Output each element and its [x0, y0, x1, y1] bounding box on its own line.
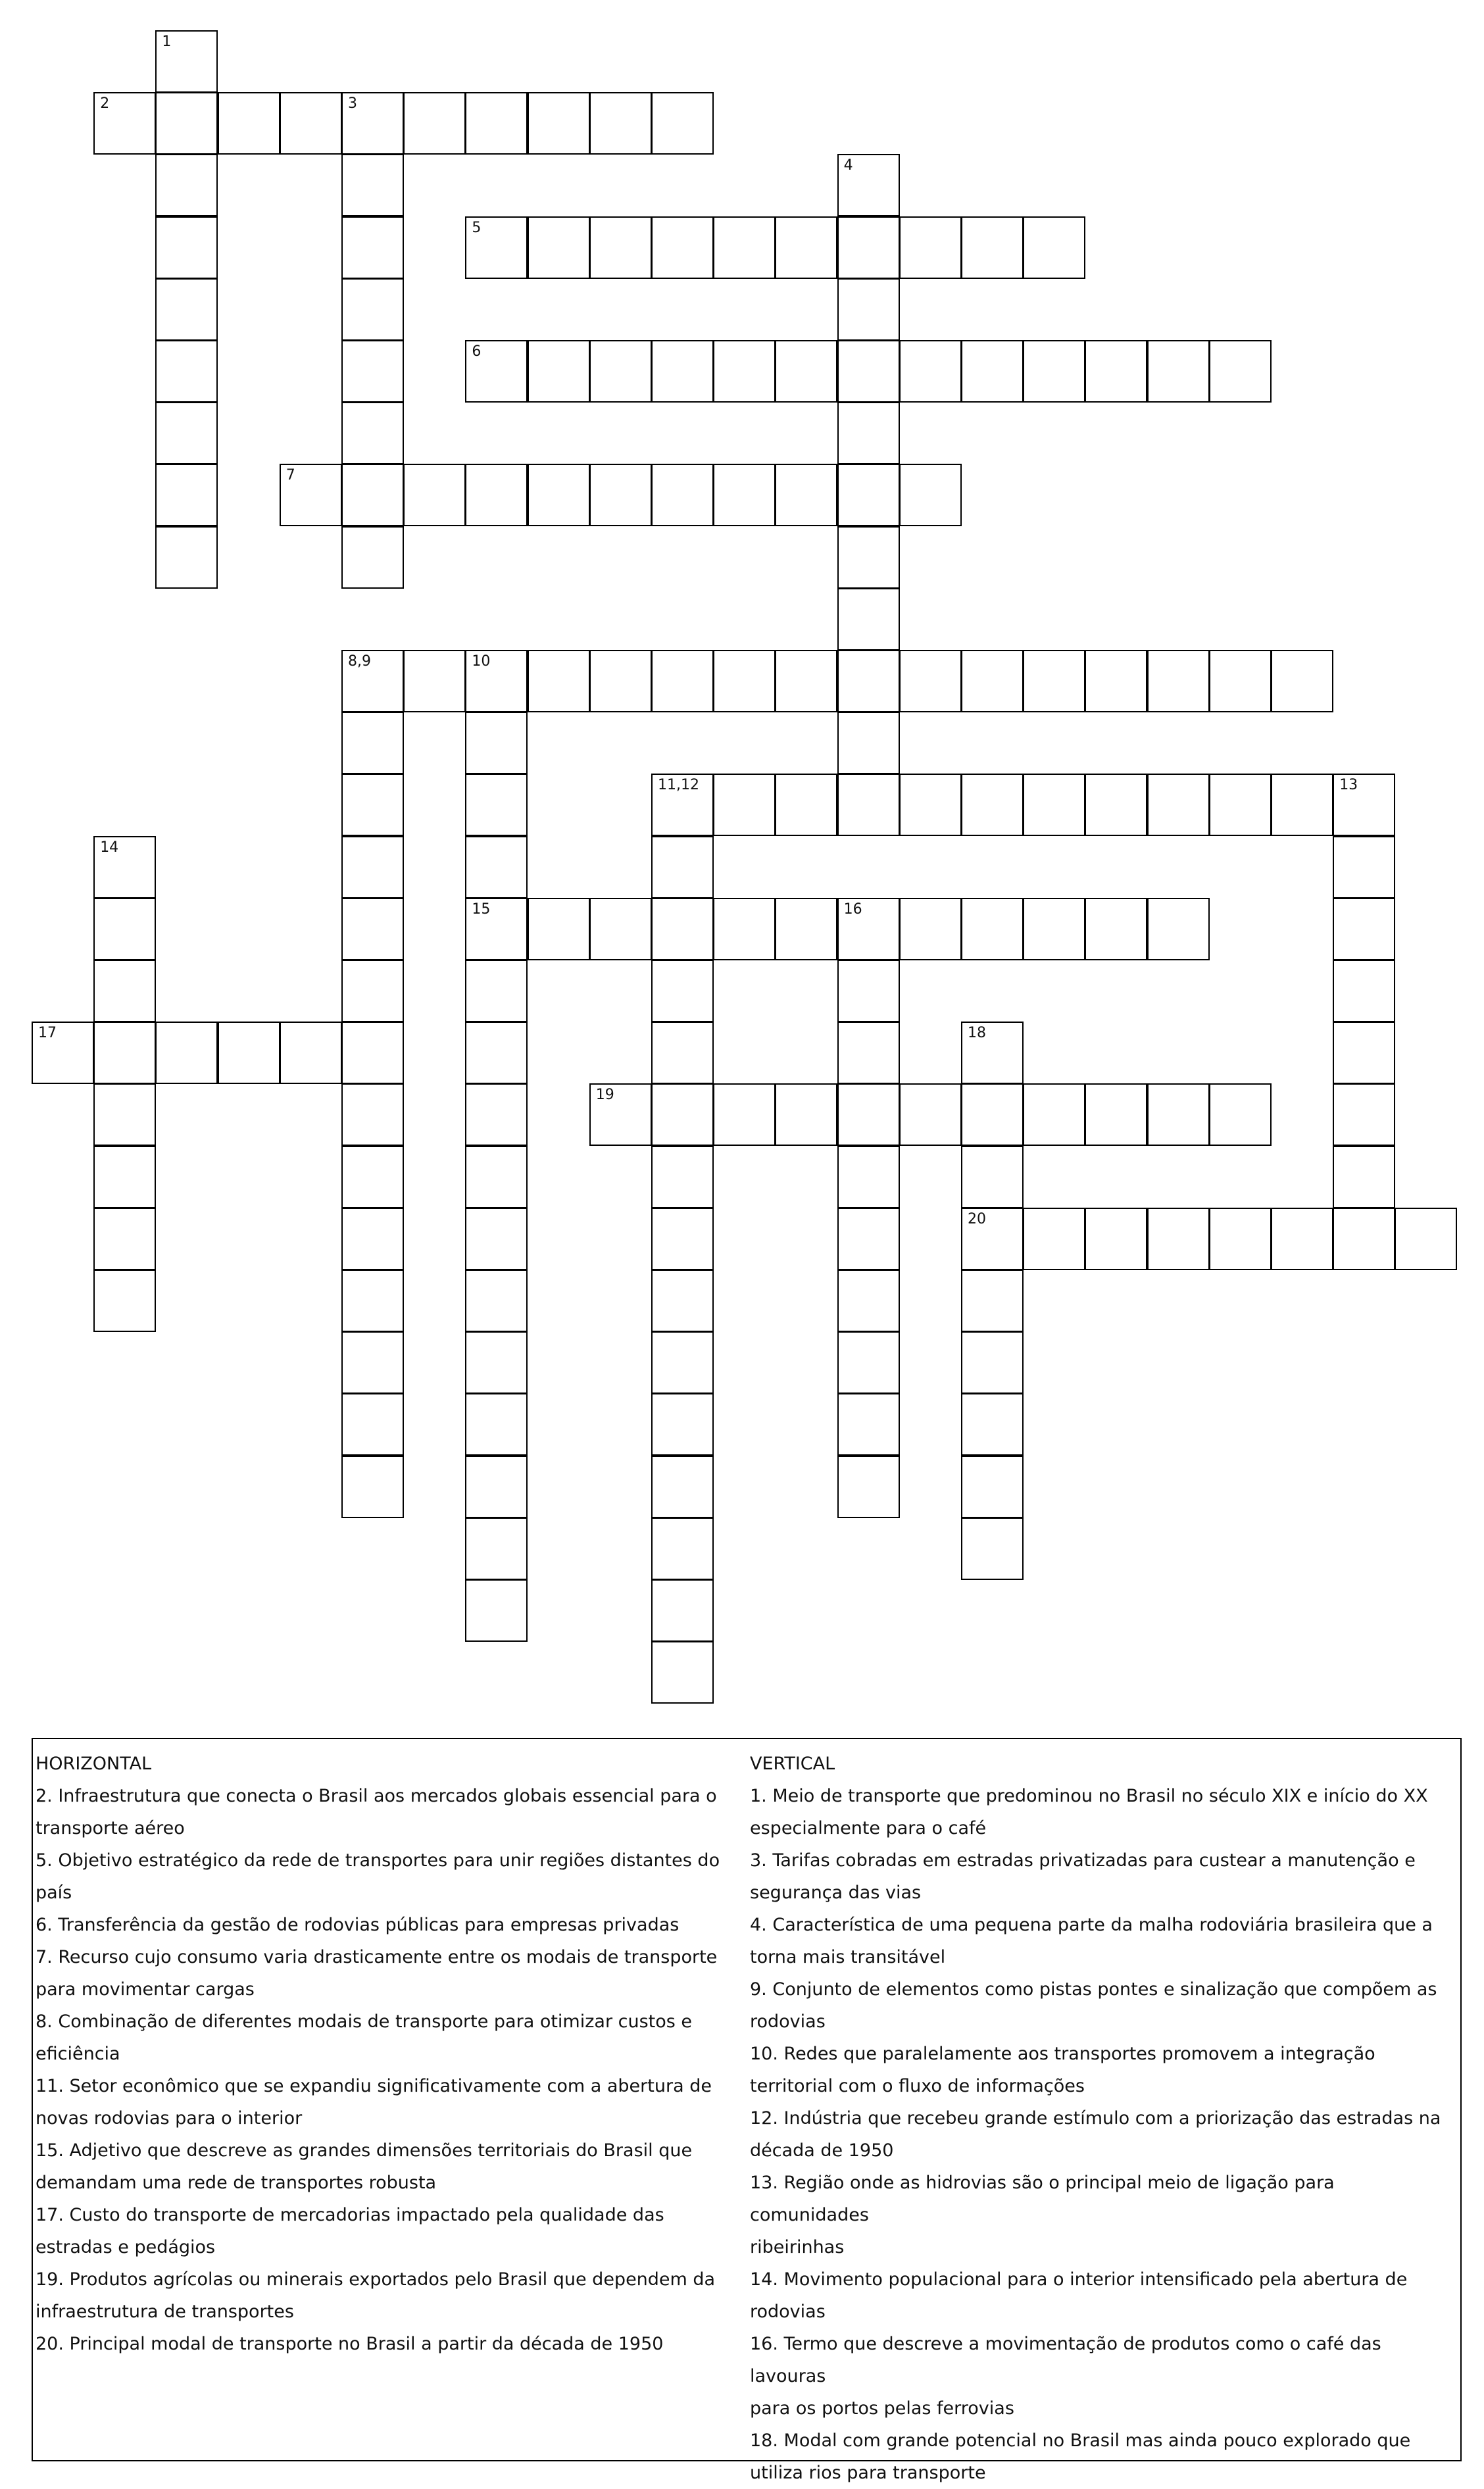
grid-cell[interactable]: [465, 712, 528, 774]
grid-cell[interactable]: [93, 92, 156, 155]
grid-cell[interactable]: [465, 774, 528, 836]
grid-cell[interactable]: [465, 1517, 528, 1580]
grid-cell[interactable]: [341, 960, 404, 1022]
grid-cell[interactable]: [1085, 650, 1147, 712]
grid-cell[interactable]: [713, 464, 776, 526]
vertical-clue-line: utiliza rios para transporte: [750, 2463, 986, 2483]
grid-cell[interactable]: [837, 216, 900, 279]
grid-cell[interactable]: [1023, 1208, 1085, 1270]
grid-cell[interactable]: [93, 1208, 156, 1270]
grid-cell[interactable]: [1085, 340, 1147, 403]
clues-box: [32, 1738, 1462, 2483]
grid-cell[interactable]: [1333, 1146, 1395, 1208]
grid-cell[interactable]: [465, 464, 528, 526]
grid-cell[interactable]: [961, 216, 1024, 279]
grid-cell[interactable]: [651, 1517, 714, 1580]
grid-cell[interactable]: [651, 1641, 714, 1704]
grid-cell[interactable]: [713, 774, 776, 836]
clue-number: 4: [843, 157, 853, 174]
grid-cell[interactable]: [341, 1393, 404, 1456]
vertical-clue-line: rodovias: [750, 2011, 826, 2032]
grid-cell[interactable]: [465, 1456, 528, 1518]
grid-cell[interactable]: [651, 1083, 714, 1146]
horizontal-clues: [36, 1748, 739, 2360]
grid-cell[interactable]: [1395, 1208, 1457, 1270]
grid-cell[interactable]: [1333, 960, 1395, 1022]
grid-cell[interactable]: [651, 1331, 714, 1394]
grid-cell[interactable]: [837, 712, 900, 774]
grid-cell[interactable]: [713, 216, 776, 279]
grid-cell[interactable]: [961, 1393, 1024, 1456]
grid-cell[interactable]: [341, 898, 404, 960]
grid-cell[interactable]: [465, 898, 528, 960]
grid-cell[interactable]: [713, 340, 776, 403]
grid-cell[interactable]: [465, 960, 528, 1022]
grid-cell[interactable]: [465, 650, 528, 712]
grid-cell[interactable]: [651, 1022, 714, 1084]
grid-cell[interactable]: [280, 1022, 342, 1084]
grid-cell[interactable]: [341, 1022, 404, 1084]
vertical-clue-line: especialmente para o café: [750, 1818, 987, 1838]
grid-cell[interactable]: [1085, 898, 1147, 960]
grid-cell[interactable]: [1085, 1208, 1147, 1270]
grid-cell[interactable]: [155, 464, 218, 526]
grid-cell[interactable]: [961, 774, 1024, 836]
grid-cell[interactable]: [1147, 774, 1210, 836]
horizontal-clue-line: 11. Setor econômico que se expandiu significativamente com a abertura de: [36, 2076, 712, 2096]
grid-cell[interactable]: [465, 216, 528, 279]
grid-cell[interactable]: [1023, 216, 1085, 279]
grid-cell[interactable]: [93, 960, 156, 1022]
clue-number: 7: [285, 467, 295, 484]
grid-cell[interactable]: [589, 340, 652, 403]
grid-cell[interactable]: [837, 650, 900, 712]
grid-cell[interactable]: [528, 216, 590, 279]
grid-cell[interactable]: [899, 340, 962, 403]
clue-number: 18: [968, 1025, 986, 1042]
horizontal-clue-line: novas rodovias para o interior: [36, 2108, 303, 2129]
grid-cell[interactable]: [341, 836, 404, 899]
grid-cell[interactable]: [837, 1146, 900, 1208]
grid-cell[interactable]: [1023, 898, 1085, 960]
vertical-clue-line: 3. Tarifas cobradas em estradas privatizadas para custear a manutenção e: [750, 1850, 1416, 1871]
grid-cell[interactable]: [899, 774, 962, 836]
grid-cell[interactable]: [651, 1146, 714, 1208]
grid-cell[interactable]: [465, 1331, 528, 1394]
grid-cell[interactable]: [93, 1146, 156, 1208]
horizontal-clue-line: 2. Infraestrutura que conecta o Brasil aos mercados globais essencial para o: [36, 1786, 717, 1806]
grid-cell[interactable]: [1023, 774, 1085, 836]
grid-cell[interactable]: [775, 340, 837, 403]
grid-cell[interactable]: [155, 278, 218, 341]
grid-cell[interactable]: [961, 1146, 1024, 1208]
grid-cell[interactable]: [899, 650, 962, 712]
grid-cell[interactable]: [155, 154, 218, 216]
grid-cell[interactable]: [961, 1208, 1024, 1270]
vertical-clue-line: 12. Indústria que recebeu grande estímulo com a priorização das estradas na: [750, 2108, 1441, 2129]
grid-cell[interactable]: [341, 92, 404, 155]
grid-cell[interactable]: [1209, 340, 1272, 403]
grid-cell[interactable]: [961, 340, 1024, 403]
grid-cell[interactable]: [32, 1022, 94, 1084]
grid-cell[interactable]: [1023, 340, 1085, 403]
grid-cell[interactable]: [1085, 774, 1147, 836]
grid-cell[interactable]: [899, 216, 962, 279]
clue-number: 17: [38, 1025, 57, 1042]
grid-cell[interactable]: [1333, 836, 1395, 899]
grid-cell[interactable]: [837, 588, 900, 651]
grid-cell[interactable]: [341, 1331, 404, 1394]
grid-cell[interactable]: [1271, 774, 1333, 836]
horizontal-clue-line: estradas e pedágios: [36, 2237, 216, 2257]
grid-cell[interactable]: [218, 1022, 280, 1084]
grid-cell[interactable]: [528, 898, 590, 960]
grid-cell[interactable]: [1333, 1022, 1395, 1084]
grid-cell[interactable]: [713, 898, 776, 960]
grid-cell[interactable]: [465, 1146, 528, 1208]
grid-cell[interactable]: [651, 216, 714, 279]
grid-cell[interactable]: [589, 1083, 652, 1146]
grid-cell[interactable]: [341, 402, 404, 464]
grid-cell[interactable]: [961, 1083, 1024, 1146]
grid-cell[interactable]: [589, 898, 652, 960]
grid-cell[interactable]: [837, 898, 900, 960]
clue-number: 14: [100, 839, 119, 856]
grid-cell[interactable]: [837, 154, 900, 216]
clue-number: 11,12: [658, 777, 699, 794]
grid-cell[interactable]: [837, 960, 900, 1022]
grid-cell[interactable]: [155, 402, 218, 464]
grid-cell[interactable]: [589, 216, 652, 279]
horizontal-clue-line: 5. Objetivo estratégico da rede de transportes para unir regiões distantes do: [36, 1850, 720, 1871]
clue-number: 13: [1339, 777, 1358, 794]
grid-cell[interactable]: [280, 92, 342, 155]
grid-cell[interactable]: [341, 1269, 404, 1332]
horizontal-clue-line: 8. Combinação de diferentes modais de transporte para otimizar custos e: [36, 2011, 693, 2032]
grid-cell[interactable]: [1333, 1208, 1395, 1270]
grid-cell[interactable]: [837, 464, 900, 526]
grid-cell[interactable]: [837, 340, 900, 403]
grid-cell[interactable]: [961, 1456, 1024, 1518]
grid-cell[interactable]: [1209, 1083, 1272, 1146]
clue-number: 5: [472, 219, 482, 236]
grid-cell[interactable]: [341, 712, 404, 774]
horizontal-clue-line: 19. Produtos agrícolas ou minerais exportados pelo Brasil que dependem da: [36, 2269, 716, 2290]
grid-cell[interactable]: [837, 1208, 900, 1270]
grid-cell[interactable]: [1147, 650, 1210, 712]
vertical-clue-line: para os portos pelas ferrovias: [750, 2398, 1014, 2419]
grid-cell[interactable]: [651, 650, 714, 712]
vertical-clue-line: 4. Característica de uma pequena parte da malha rodoviária brasileira que a: [750, 1915, 1433, 1935]
grid-cell[interactable]: [341, 216, 404, 279]
horizontal-clue-line: demandam uma rede de transportes robusta: [36, 2173, 437, 2193]
grid-cell[interactable]: [713, 650, 776, 712]
vertical-clue-line: territorial com o fluxo de informações: [750, 2076, 1085, 2096]
vertical-clue-line: 13. Região onde as hidrovias são o principal meio de ligação para comunidades: [750, 2173, 1335, 2225]
grid-cell[interactable]: [1147, 340, 1210, 403]
clue-number: 6: [472, 343, 482, 360]
grid-cell[interactable]: [341, 278, 404, 341]
vertical-clue-line: segurança das vias: [750, 1883, 922, 1903]
grid-cell[interactable]: [1147, 1208, 1210, 1270]
vertical-clue-line: torna mais transitável: [750, 1947, 946, 1967]
grid-cell[interactable]: [403, 464, 466, 526]
horizontal-clue-line: eficiência: [36, 2044, 120, 2064]
grid-cell[interactable]: [1085, 1083, 1147, 1146]
grid-cell[interactable]: [155, 526, 218, 589]
horizontal-clue-list: [36, 1780, 739, 2360]
grid-cell[interactable]: [1023, 650, 1085, 712]
vertical-clue-line: 10. Redes que paralelamente aos transportes promovem a integração: [750, 2044, 1375, 2064]
grid-cell[interactable]: [651, 464, 714, 526]
grid-cell[interactable]: [651, 774, 714, 836]
grid-cell[interactable]: [465, 92, 528, 155]
grid-cell[interactable]: [837, 1456, 900, 1518]
grid-cell[interactable]: [651, 1208, 714, 1270]
vertical-clue-line: 1. Meio de transporte que predominou no Brasil no século XIX e início do XX: [750, 1786, 1428, 1806]
grid-cell[interactable]: [280, 464, 342, 526]
horizontal-clue-line: infraestrutura de transportes: [36, 2302, 294, 2322]
grid-cell[interactable]: [465, 1022, 528, 1084]
grid-cell[interactable]: [341, 1146, 404, 1208]
grid-cell[interactable]: [837, 1022, 900, 1084]
grid-cell[interactable]: [218, 92, 280, 155]
grid-cell[interactable]: [651, 898, 714, 960]
grid-cell[interactable]: [651, 960, 714, 1022]
grid-cell[interactable]: [1271, 650, 1333, 712]
clue-number: 2: [100, 95, 110, 112]
grid-cell[interactable]: [775, 898, 837, 960]
grid-cell[interactable]: [837, 278, 900, 341]
grid-cell[interactable]: [465, 1083, 528, 1146]
vertical-clue-line: 14. Movimento populacional para o interior intensificado pela abertura de: [750, 2269, 1408, 2290]
grid-cell[interactable]: [589, 92, 652, 155]
grid-cell[interactable]: [465, 1208, 528, 1270]
grid-cell[interactable]: [961, 1331, 1024, 1394]
grid-cell[interactable]: [837, 774, 900, 836]
grid-cell[interactable]: [961, 1269, 1024, 1332]
grid-cell[interactable]: [1333, 1083, 1395, 1146]
grid-cell[interactable]: [341, 1083, 404, 1146]
vertical-clue-list: [750, 1780, 1454, 2489]
grid-cell[interactable]: [837, 526, 900, 589]
grid-cell[interactable]: [713, 1083, 776, 1146]
clue-number: 20: [968, 1210, 986, 1227]
grid-cell[interactable]: [341, 154, 404, 216]
grid-cell[interactable]: [341, 1208, 404, 1270]
grid-cell[interactable]: [899, 898, 962, 960]
clue-number: 19: [595, 1087, 614, 1104]
grid-cell[interactable]: [837, 1393, 900, 1456]
grid-cell[interactable]: [465, 1579, 528, 1642]
vertical-clue-line: rodovias: [750, 2302, 826, 2322]
horizontal-clue-line: 6. Transferência da gestão de rodovias públicas para empresas privadas: [36, 1915, 680, 1935]
horizontal-clue-line: 7. Recurso cujo consumo varia drasticamente entre os modais de transporte: [36, 1947, 718, 1967]
grid-cell[interactable]: [465, 340, 528, 403]
grid-cell[interactable]: [961, 650, 1024, 712]
grid-cell[interactable]: [341, 1456, 404, 1518]
grid-cell[interactable]: [589, 650, 652, 712]
grid-cell[interactable]: [651, 340, 714, 403]
grid-cell[interactable]: [589, 464, 652, 526]
clue-number: 10: [472, 653, 491, 670]
grid-cell[interactable]: [341, 650, 404, 712]
grid-cell[interactable]: [341, 340, 404, 403]
horizontal-clue-line: transporte aéreo: [36, 1818, 185, 1838]
grid-cell[interactable]: [93, 898, 156, 960]
vertical-clue-line: 16. Termo que descreve a movimentação de produtos como o café das lavouras: [750, 2334, 1381, 2386]
horizontal-clue-line: 17. Custo do transporte de mercadorias impactado pela qualidade das: [36, 2205, 664, 2225]
horizontal-clue-line: 15. Adjetivo que descreve as grandes dimensões territoriais do Brasil que: [36, 2140, 693, 2161]
grid-cell[interactable]: [775, 1083, 837, 1146]
grid-cell[interactable]: [961, 1517, 1024, 1580]
grid-cell[interactable]: [1209, 1208, 1272, 1270]
grid-cell[interactable]: [775, 464, 837, 526]
grid-cell[interactable]: [1209, 650, 1272, 712]
clue-number: 8,9: [348, 653, 371, 670]
grid-cell[interactable]: [837, 1331, 900, 1394]
grid-cell[interactable]: [341, 464, 404, 526]
clue-number: 16: [843, 900, 862, 918]
grid-cell[interactable]: [837, 402, 900, 464]
grid-cell[interactable]: [899, 464, 962, 526]
grid-cell[interactable]: [155, 92, 218, 155]
grid-cell[interactable]: [1333, 774, 1395, 836]
grid-cell[interactable]: [465, 1269, 528, 1332]
grid-cell[interactable]: [651, 1393, 714, 1456]
grid-cell[interactable]: [1271, 1208, 1333, 1270]
grid-cell[interactable]: [651, 92, 714, 155]
grid-cell[interactable]: [93, 1269, 156, 1332]
grid-cell[interactable]: [651, 836, 714, 899]
grid-cell[interactable]: [961, 1022, 1024, 1084]
grid-cell[interactable]: [403, 650, 466, 712]
vertical-title: VERTICAL: [750, 1754, 835, 1774]
grid-cell[interactable]: [1209, 774, 1272, 836]
grid-cell[interactable]: [961, 898, 1024, 960]
grid-cell[interactable]: [155, 216, 218, 279]
vertical-clue-line: década de 1950: [750, 2140, 894, 2161]
grid-cell[interactable]: [775, 216, 837, 279]
grid-cell[interactable]: [528, 464, 590, 526]
clue-number: 3: [348, 95, 357, 112]
clue-number: 15: [472, 900, 491, 918]
grid-cell[interactable]: [341, 774, 404, 836]
grid-cell[interactable]: [837, 1269, 900, 1332]
grid-cell[interactable]: [341, 526, 404, 589]
horizontal-clue-line: para movimentar cargas: [36, 1979, 255, 2000]
grid-cell[interactable]: [93, 836, 156, 899]
grid-cell[interactable]: [155, 1022, 218, 1084]
grid-cell[interactable]: [651, 1579, 714, 1642]
grid-cell[interactable]: [837, 1083, 900, 1146]
vertical-clues: [750, 1748, 1454, 2489]
grid-cell[interactable]: [93, 1022, 156, 1084]
grid-cell[interactable]: [528, 650, 590, 712]
grid-cell[interactable]: [93, 1083, 156, 1146]
vertical-clue-line: ribeirinhas: [750, 2237, 845, 2257]
grid-cell[interactable]: [1147, 1083, 1210, 1146]
grid-cell[interactable]: [651, 1456, 714, 1518]
grid-cell[interactable]: [651, 1269, 714, 1332]
horizontal-clue-line: 20. Principal modal de transporte no Brasil a partir da década de 1950: [36, 2334, 664, 2354]
vertical-clue-line: 9. Conjunto de elementos como pistas pontes e sinalização que compõem as: [750, 1979, 1437, 2000]
vertical-clue-line: 18. Modal com grande potencial no Brasil mas ainda pouco explorado que: [750, 2430, 1411, 2451]
grid-cell[interactable]: [1147, 898, 1210, 960]
horizontal-title: HORIZONTAL: [36, 1754, 152, 1774]
grid-cell[interactable]: [528, 340, 590, 403]
grid-cell[interactable]: [1333, 898, 1395, 960]
grid-cell[interactable]: [1023, 1083, 1085, 1146]
grid-cell[interactable]: [899, 1083, 962, 1146]
grid-cell[interactable]: [465, 1393, 528, 1456]
clue-number: 1: [162, 34, 172, 50]
horizontal-clue-line: país: [36, 1883, 72, 1903]
grid-cell[interactable]: [775, 774, 837, 836]
grid-cell[interactable]: [403, 92, 466, 155]
grid-cell[interactable]: [465, 836, 528, 899]
grid-cell[interactable]: [155, 340, 218, 403]
grid-cell[interactable]: [775, 650, 837, 712]
grid-cell[interactable]: [528, 92, 590, 155]
grid-cell[interactable]: [155, 30, 218, 93]
